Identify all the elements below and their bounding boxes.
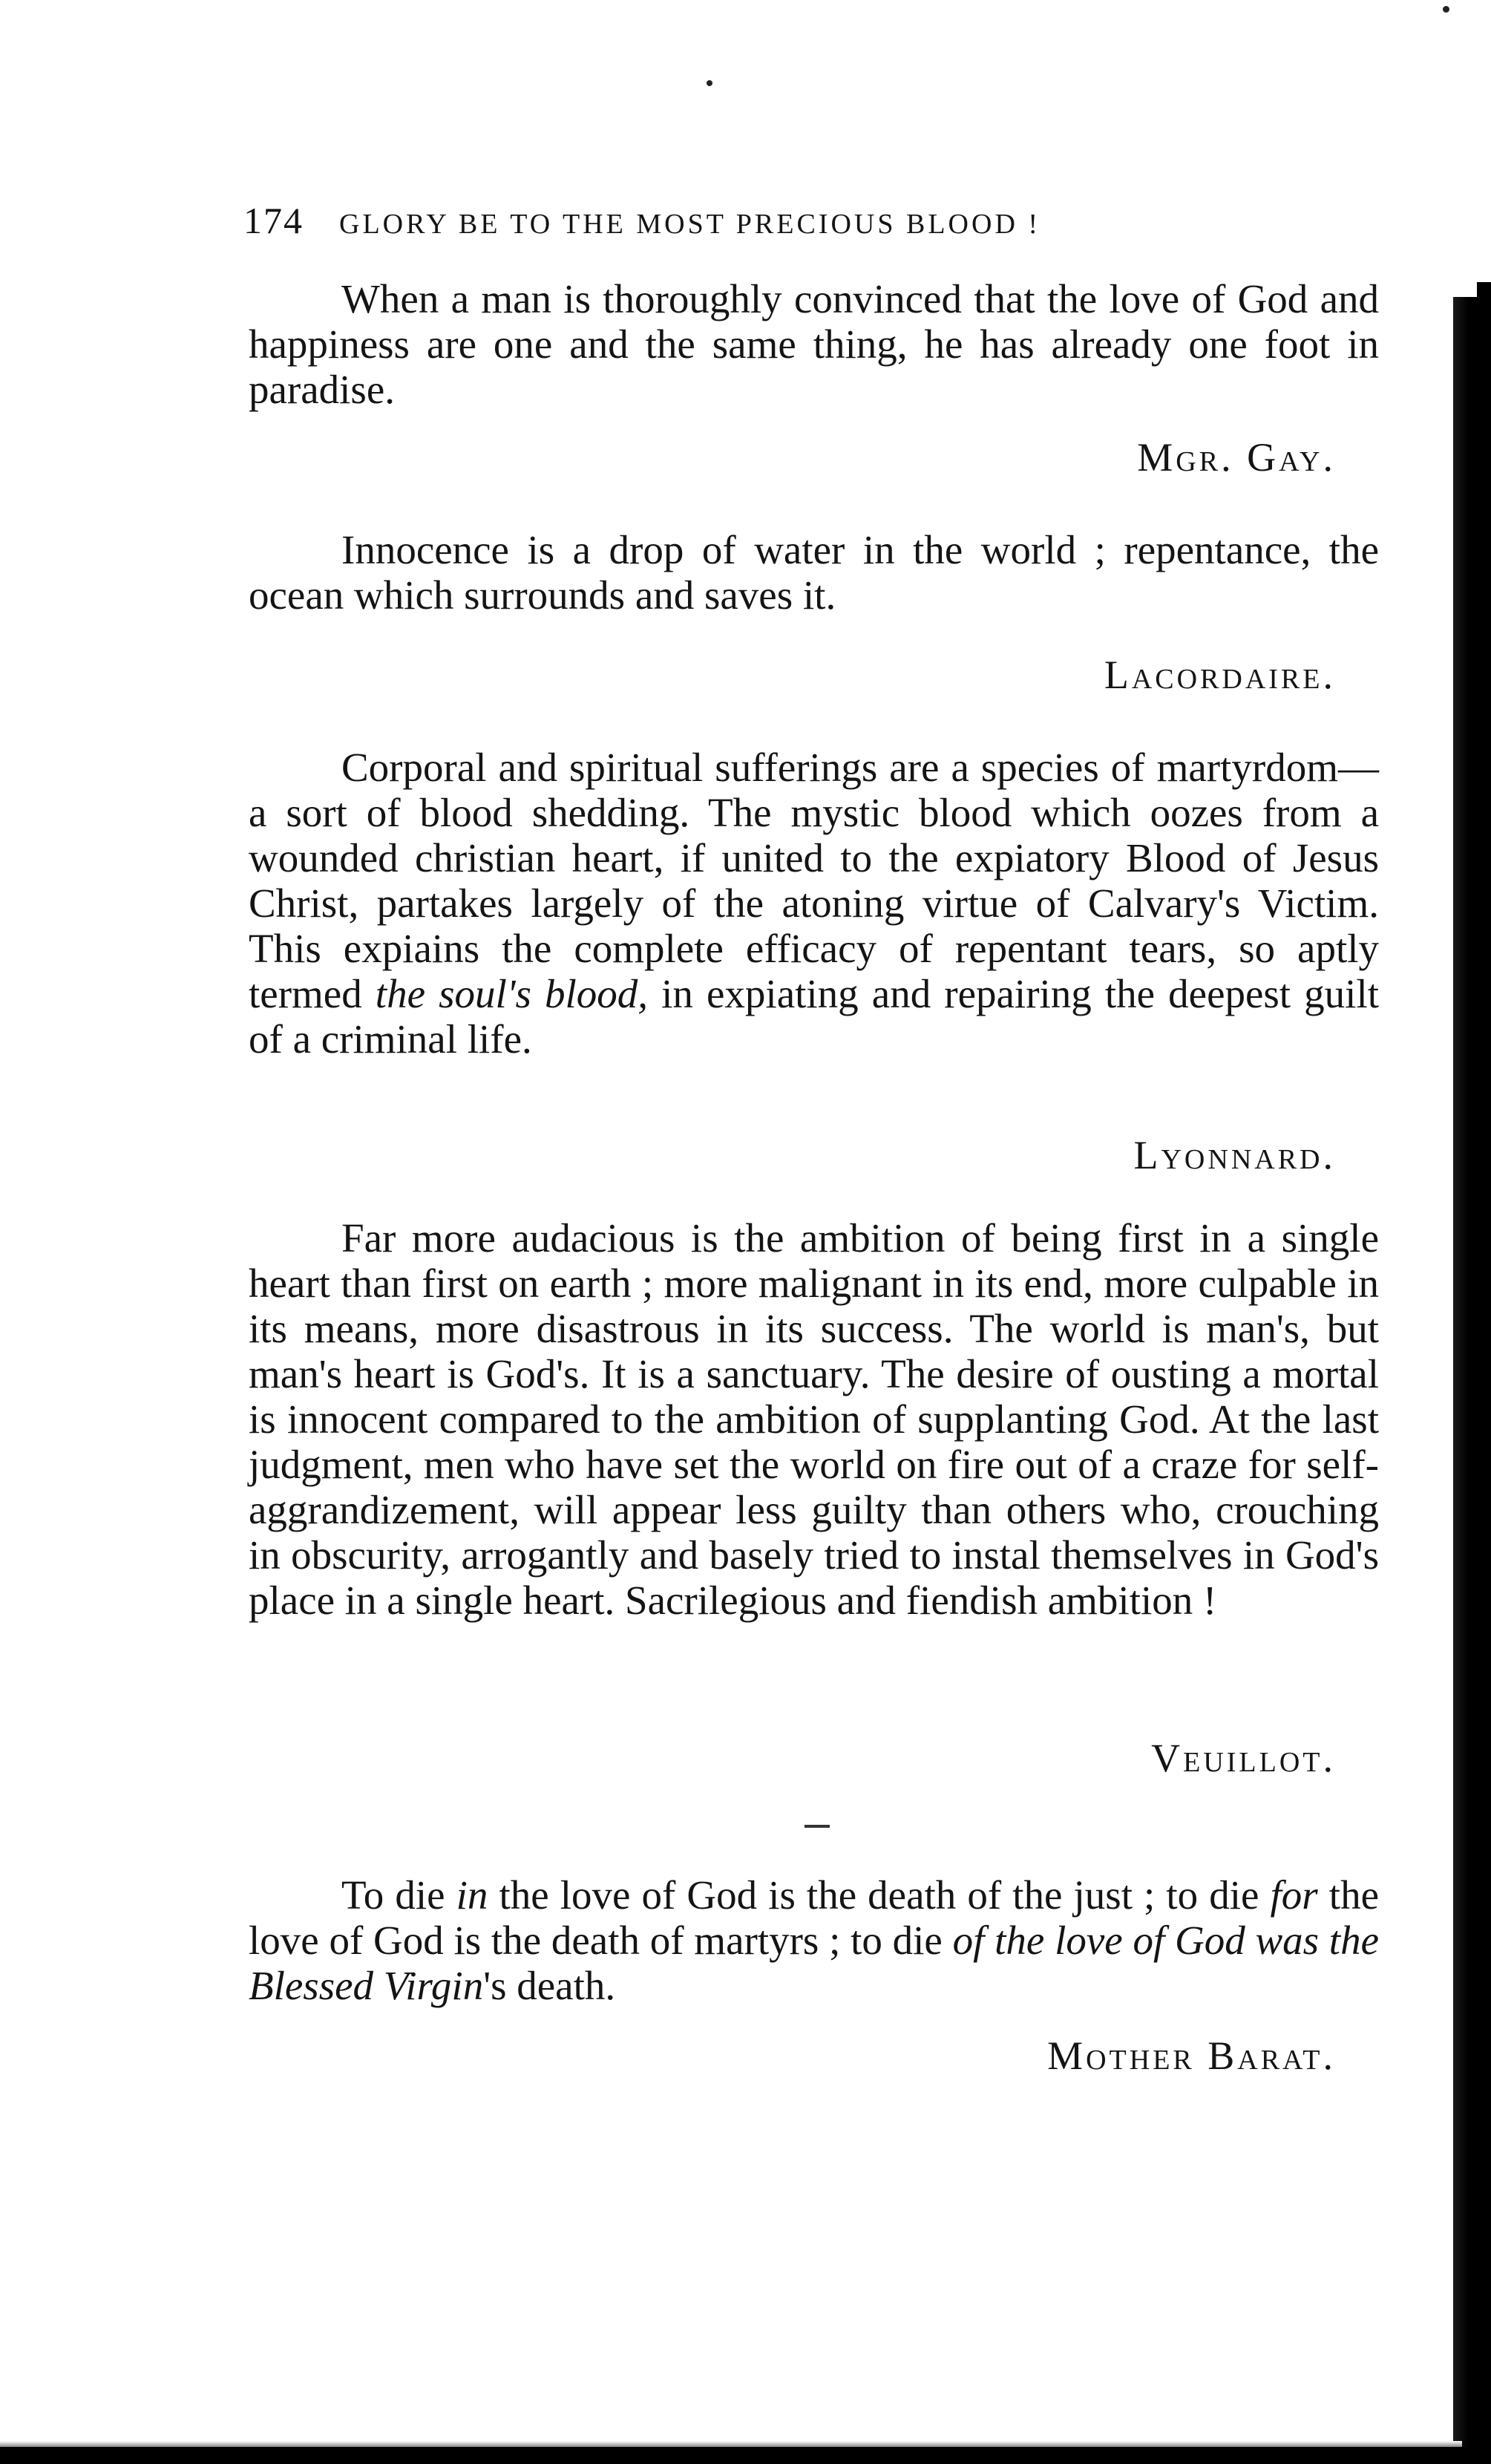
- quote-text-part: in expiating and repairing the deepest guilt of a criminal life.: [249, 971, 1380, 1062]
- quote-text-part: To die: [341, 1872, 456, 1918]
- page-bottom-edge: [0, 2447, 1491, 2464]
- quote-italic-word: for: [1270, 1872, 1318, 1918]
- scan-speck: [1443, 6, 1449, 13]
- running-title: GLORY BE TO THE MOST PRECIOUS BLOOD !: [339, 209, 1041, 240]
- quote-text-part: the love of God is the death of the just ; to die: [488, 1872, 1271, 1918]
- quote-text-part: 's death.: [483, 1963, 616, 2008]
- quote-italic-phrase: the soul's blood,: [375, 971, 649, 1016]
- quote-veuillot: [249, 1215, 1379, 1623]
- attribution-lacordaire: Lacordaire.: [1104, 653, 1336, 697]
- quote-italic-word: in: [456, 1872, 488, 1918]
- quote-text-part: Corporal and spiritual sufferings are a species of martyrdom—a sort of blood shedding. The mystic blood which oozes from a wounded christian heart, if united to the expiatory Blood of Jesus Christ, partakes largely of the atoning virtue of Calvary's Victim. This expiains the complete efficacy of repentant tears, so aptly termed: [249, 745, 1379, 1016]
- scan-speck: [707, 80, 712, 86]
- quote-text-part: the love of God is the death of martyrs ; to die: [249, 1872, 1379, 1963]
- quote-text: When a man is thoroughly convinced that the love of God and happiness are one and the same thing, he has already one foot in paradise.: [249, 276, 1379, 412]
- attribution-gay: Mgr. Gay.: [1137, 435, 1336, 480]
- running-header: [243, 199, 1327, 244]
- page-bottom-shade: [0, 2441, 1462, 2447]
- quote-barat: [249, 1872, 1379, 2008]
- quote-italic-phrase: of the love of God was the Blessed Virgin: [249, 1918, 1380, 2008]
- quote-lacordaire: [249, 527, 1379, 618]
- quote-text: Far more audacious is the ambition of being first in a single heart than first on earth ; more malignant in its end, more culpable in its means, more disastrous in its success. The world is man's, but man's heart is God's. It is a sanctuary. The desire of ousting a mortal is innocent compared to the ambition of supplanting God. At the last judgment, men who have set the world on fire out of a craze for self-aggrandizement, will appear less guilty than others who, crouching in obscurity, arrogantly and basely tried to instal themselves in God's place in a single heart. Sacrilegious and fiendish ambition !: [249, 1215, 1379, 1623]
- section-divider: [805, 1825, 830, 1828]
- page-edge-shadow: [1453, 297, 1491, 2464]
- page-number: 174: [243, 200, 304, 241]
- quote-text: [249, 745, 1379, 1062]
- quote-text: [249, 1872, 1379, 2008]
- quote-text: Innocence is a drop of water in the world ; repentance, the ocean which surrounds and saves it.: [249, 527, 1379, 618]
- attribution-veuillot: Veuillot.: [1151, 1736, 1336, 1780]
- quote-lyonnard: [249, 745, 1379, 1062]
- quote-gay: [249, 276, 1379, 412]
- attribution-barat: Mother Barat.: [1047, 2033, 1336, 2078]
- attribution-lyonnard: Lyonnard.: [1133, 1133, 1336, 1177]
